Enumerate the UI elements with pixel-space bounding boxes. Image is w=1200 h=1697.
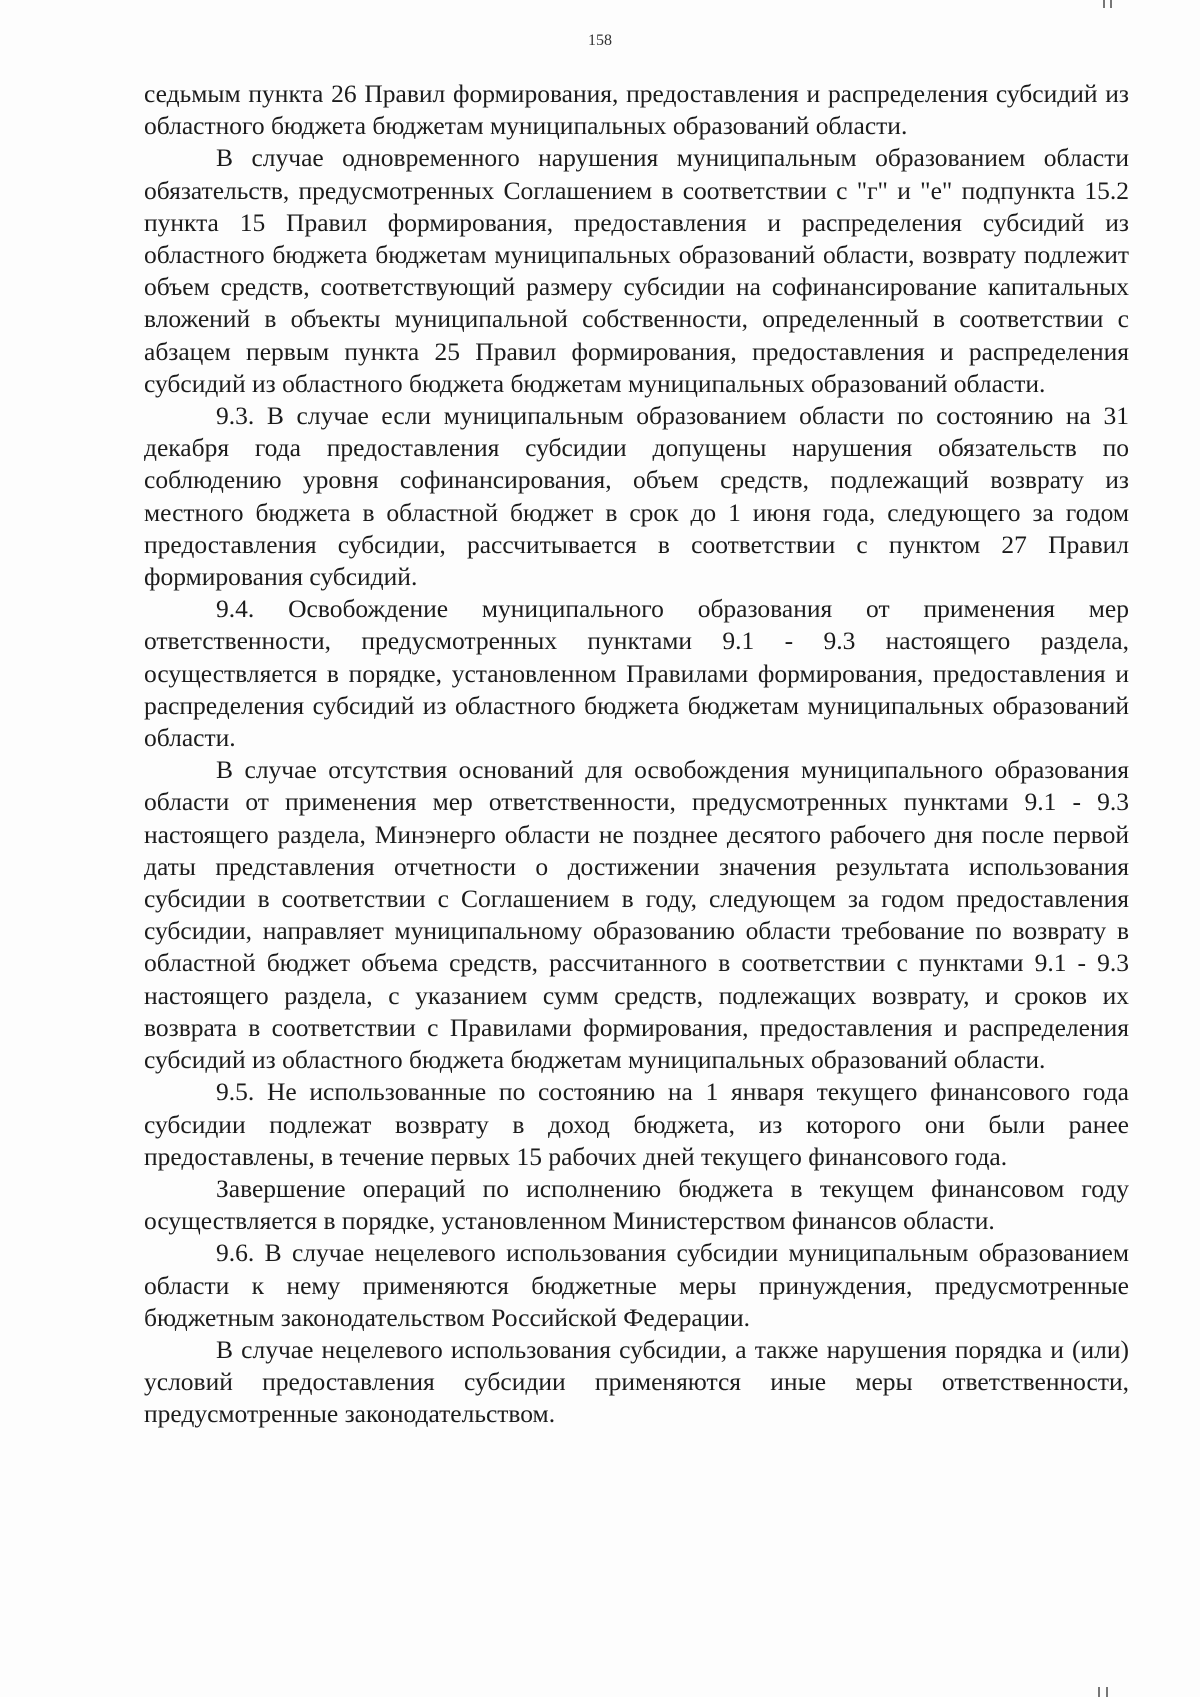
paragraph: В случае нецелевого использования субсидии, а также нарушения порядка и (или) условий предоставления субсидии применяются иные меры ответственности, предусмотренные законодательством.	[144, 1334, 1129, 1429]
paragraph: Завершение операций по исполнению бюджета в текущем финансовом году осуществляется в порядке, установленном Министерством финансов области.	[144, 1173, 1129, 1236]
paragraph: В случае одновременного нарушения муниципальным образованием области обязательств, предусмотренных Соглашением в соответствии с "г" и "е" подпункта 15.2 пункта 15 Правил формирования, предоставления и распределения субсидий из областного бюджета бюджетам муниципальных образований области, возврату подлежит объем средств, соответствующий размеру субсидии на софинансирование капитальных вложений в объекты муниципальной собственности, определенный в соответствии с абзацем первым пункта 25 Правил формирования, предоставления и распределения субсидий из областного бюджета бюджетам муниципальных образований области.	[144, 143, 1129, 398]
paragraph-9-5: 9.5. Не использованные по состоянию на 1 января текущего финансового года субсидии подлежат возврату в доход бюджета, из которого они были ранее предоставлены, в течение первых 15 рабочих дней текущего финансового года.	[144, 1077, 1129, 1171]
document-body	[144, 78, 1129, 1431]
scan-artifact	[1110, 0, 1112, 8]
paragraph-9-4: 9.4. Освобождение муниципального образования от применения мер ответственности, предусмотренных пунктами 9.1 - 9.3 настоящего раздела, осуществляется в порядке, установленном Правилами формирования, предоставления и распределения субсидий из областного бюджета бюджетам муниципальных образований области.	[144, 594, 1129, 753]
paragraph-continuation: седьмым пункта 26 Правил формирования, предоставления и распределения субсидий из областного бюджета бюджетам муниципальных образований области.	[144, 79, 1129, 141]
paragraph: В случае отсутствия оснований для освобождения муниципального образования области от применения мер ответственности, предусмотренных пунктами 9.1 - 9.3 настоящего раздела, Минэнерго области не позднее десятого рабочего дня после первой даты представления отчетности о достижении значения результата использования субсидии в соответствии с Соглашением в году, следующем за годом предоставления субсидии, направляет муниципальному образованию области требование по возврату в областной бюджет объема средств, рассчитанного в соответствии с пунктами 9.1 - 9.3 настоящего раздела, с указанием сумм средств, подлежащих возврату, и сроков их возврата в соответствии с Правилами формирования, предоставления и распределения субсидий из областного бюджета бюджетам муниципальных образований области.	[144, 755, 1129, 1075]
scan-artifact	[1106, 1687, 1108, 1697]
scan-artifact	[1098, 1687, 1100, 1697]
paragraph-9-3: 9.3. В случае если муниципальным образованием области по состоянию на 31 декабря года предоставления субсидии допущены нарушения обязательств по соблюдению уровня софинансирования, объем средств, подлежащий возврату из местного бюджета в областной бюджет в срок до 1 июня года, следующего за годом предоставления субсидии, рассчитывается в соответствии с пунктом 27 Правил формирования субсидий.	[144, 401, 1129, 592]
page-number: 158	[588, 32, 612, 49]
scan-artifact	[1103, 0, 1105, 8]
paragraph-9-6: 9.6. В случае нецелевого использования субсидии муниципальным образованием области к нему применяются бюджетные меры принуждения, предусмотренные бюджетным законодательством Российской Федерации.	[144, 1238, 1129, 1332]
